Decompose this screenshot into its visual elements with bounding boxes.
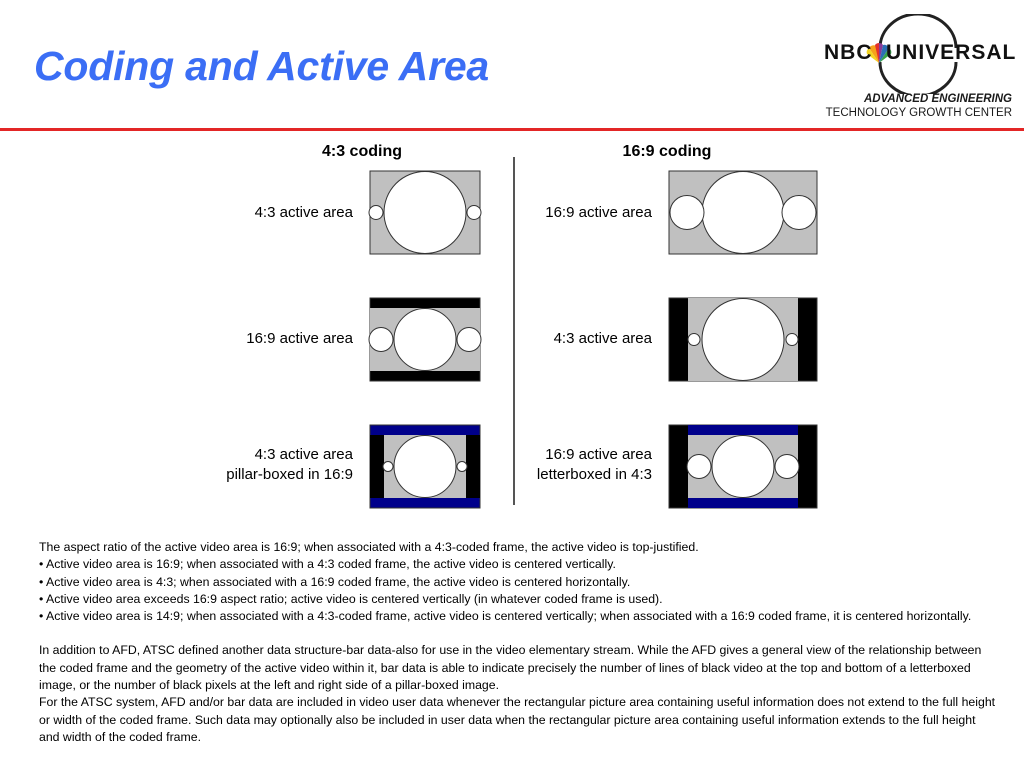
row3-left-label-line2: pillar-boxed in 16:9	[226, 466, 353, 483]
description-bullet-3: • Active video area exceeds 16:9 aspect ratio; active video is centered vertically (in whatever coded frame is used).	[39, 591, 663, 606]
coding-active-area-diagram	[200, 135, 840, 515]
title-rule	[0, 128, 1024, 131]
description-intro: The aspect ratio of the active video area is 16:9; when associated with a 4:3-coded frame, the active video is top-justified.	[39, 540, 699, 554]
row3-left-label-line1: 4:3 active area	[254, 446, 353, 463]
logo-universal: UNIVERSAL	[886, 41, 1017, 64]
slide-title: Coding and Active Area	[34, 43, 490, 89]
paragraph-spacer	[39, 625, 999, 642]
frame-4-3-coding-4-3-active	[369, 171, 481, 254]
column-header-16-9: 16:9 coding	[622, 143, 712, 160]
row2-right-label: 4:3 active area	[553, 330, 652, 347]
logo-nbc: NBC	[824, 41, 873, 64]
logo-subtitle-line2: TECHNOLOGY GROWTH CENTER	[825, 107, 1012, 119]
row3-right-label-line1: 16:9 active area	[545, 446, 652, 463]
logo-subtitle-line1: ADVANCED ENGINEERING	[863, 93, 1012, 105]
description-bullet-2: • Active video area is 4:3; when associated with a 16:9 coded frame, the active video is centered horizontally.	[39, 574, 631, 589]
row3-right-label-line2: letterboxed in 4:3	[536, 466, 652, 483]
frame-16-9-coding-16-9-active	[669, 171, 817, 254]
column-header-4-3: 4:3 coding	[321, 143, 403, 160]
row1-left-label: 4:3 active area	[254, 204, 353, 221]
row2-left-label: 16:9 active area	[246, 330, 353, 347]
frame-4-3-coding-16-9-active	[369, 298, 481, 381]
frame-4-3-coding-pillarboxed	[370, 425, 480, 508]
frame-16-9-coding-letterboxed	[669, 425, 817, 508]
description-text	[39, 539, 999, 746]
description-bullet-4: • Active video area is 14:9; when associated with a 4:3-coded frame, active video is centered vertically; when associated with a 16:9 coded frame, it is centered horizontally.	[39, 609, 972, 624]
nbc-universal-logo	[820, 14, 1016, 124]
row1-right-label: 16:9 active area	[545, 204, 652, 221]
description-bullet-1: • Active video area is 16:9; when associated with a 4:3 coded frame, the active video is centered vertically.	[39, 557, 616, 572]
description-paragraph-2: For the ATSC system, AFD and/or bar data are included in video user data whenever the rectangular picture area containing useful information does not extend to the full height or width of the coded frame. Such data may optionally also be included in user data when the rectangular picture area containing useful information extends to the full height and width of the coded frame.	[39, 695, 996, 744]
frame-16-9-coding-4-3-active	[669, 298, 817, 381]
description-paragraph-1: In addition to AFD, ATSC defined another data structure-bar data-also for use in the video elementary stream. While the AFD gives a general view of the relationship between the coded frame and the geometry of the active video within it, bar data is able to indicate precisely the number of lines of black video at the top and bottom of a letterboxed image, or the number of black pixels at the left and right side of a pillar-boxed image.	[39, 643, 982, 693]
